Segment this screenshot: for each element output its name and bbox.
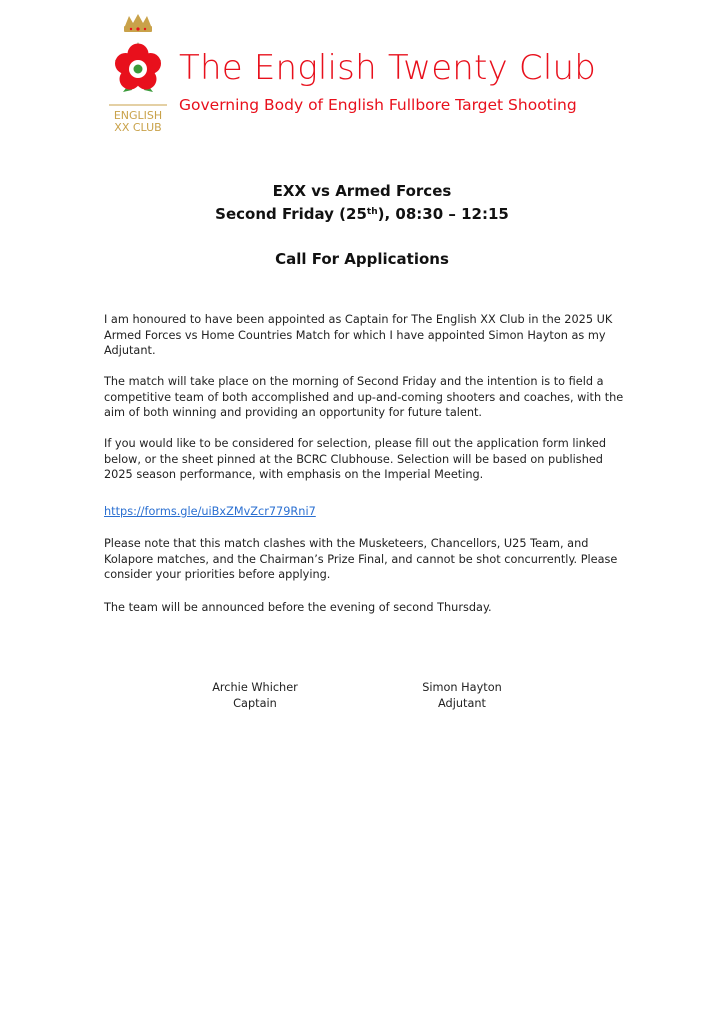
paragraph-selection: If you would like to be considered for selection, please fill out the application form linked below, or the sheet pinned at the BCRC Clubhouse. Selection will be based on published 2025 season performance, with emphasis on the Imperial Meeting. (104, 437, 607, 481)
call-for-applications-heading: Call For Applications (275, 250, 449, 268)
rose-icon (115, 42, 161, 92)
club-subtitle: Governing Body of English Fullbore Target Shooting (179, 96, 577, 114)
application-form-link[interactable]: https://forms.gle/uiBxZMvZcr779Rni7 (104, 505, 316, 518)
datetime-part2: ), 08:30 – 12:15 (377, 205, 509, 223)
signature-captain (175, 680, 335, 711)
signature-name: Archie Whicher (212, 681, 298, 694)
paragraph-match-details: The match will take place on the morning of Second Friday and the intention is to field a competitive team of both accomplished and up-and-coming shooters and coaches, with the aim of both winning and providing an opportunity for future talent. (104, 375, 624, 419)
logo-wordmark (103, 110, 173, 134)
datetime-suffix: th (366, 207, 378, 217)
paragraph-announcement: The team will be announced before the evening of second Thursday. (104, 601, 492, 614)
signature-role: Captain (233, 696, 277, 710)
crown-icon (124, 14, 152, 32)
paragraph-clashes: Please note that this match clashes with the Musketeers, Chancellors, U25 Team, and Kolapore matches, and the Chairman’s Prize Final, and cannot be shot concurrently. Please consider your priorities before applying. (104, 537, 618, 581)
datetime-part1: Second Friday (25 (215, 205, 367, 223)
match-title: EXX vs Armed Forces (272, 182, 452, 200)
logo-text-line2: XX CLUB (114, 121, 162, 134)
match-datetime (0, 205, 724, 223)
paragraph-appointment: I am honoured to have been appointed as Captain for The English XX Club in the 2025 UK Armed Forces vs Home Countries Match for which I have appointed Simon Hayton as my Adjutant. (104, 313, 613, 357)
signature-name: Simon Hayton (422, 681, 502, 694)
signature-adjutant (382, 680, 542, 711)
signature-role: Adjutant (438, 696, 486, 710)
club-title: The English Twenty Club (179, 48, 597, 88)
logo-text-line1: ENGLISH (113, 109, 163, 122)
